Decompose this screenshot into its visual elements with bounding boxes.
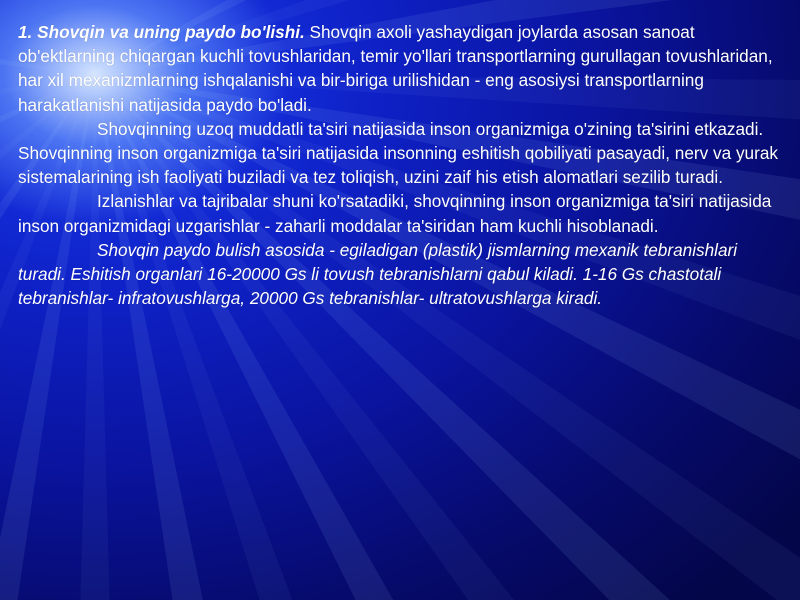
paragraph-4: Shovqin paydo bulish asosida - egiladigan (plastik) jismlarning mexanik tebranishlari turadi. Eshitish organlari 16-20000 Gs li tovush tebranishlarni qabul kiladi. 1-16 Gs chastotali tebranishlar- infratovushlarga, 20000 Gs tebranishlar- ultratovushlarga kiradi. xyxy=(18,239,738,309)
paragraph-1-text: Shovqin axoli yashaydigan joylarda asosan sanoat ob'ektlarning chiqargan kuchli tovushlaridan, temir yo'llari transportlarning gurullagan tovushlaridan, har xil mexanizmlarning ishqalanishi va bir-biriga urilishidan - eng asosiysi transportlarning harakatlanishi natijasida paydo bo'ladi. xyxy=(18,22,773,115)
paragraph-2: Shovqinning uzoq muddatli ta'siri natijasida inson organizmiga o'zining ta'sirini etkazadi. Shovqinning inson organizmiga ta'siri natijasida insonning eshitish qobiliyati pasayadi, nerv va yurak sistemalarining ish faoliyati buziladi va tez toliqish, uzini zaif his etish alomatlari sezilib turadi. xyxy=(18,118,778,188)
paragraph-1 xyxy=(18,20,786,117)
section-heading: 1. Shovqin va uning paydo bo'lishi. xyxy=(18,22,305,42)
paragraph-3: Izlanishlar va tajribalar shuni ko'rsatadiki, shovqinning inson organizmiga ta'siri natijasida inson organizmidagi uzgarishlar - zaharli moddalar ta'siridan ham kuchli hisoblanadi. xyxy=(18,191,772,236)
slide-text-block xyxy=(18,20,786,310)
